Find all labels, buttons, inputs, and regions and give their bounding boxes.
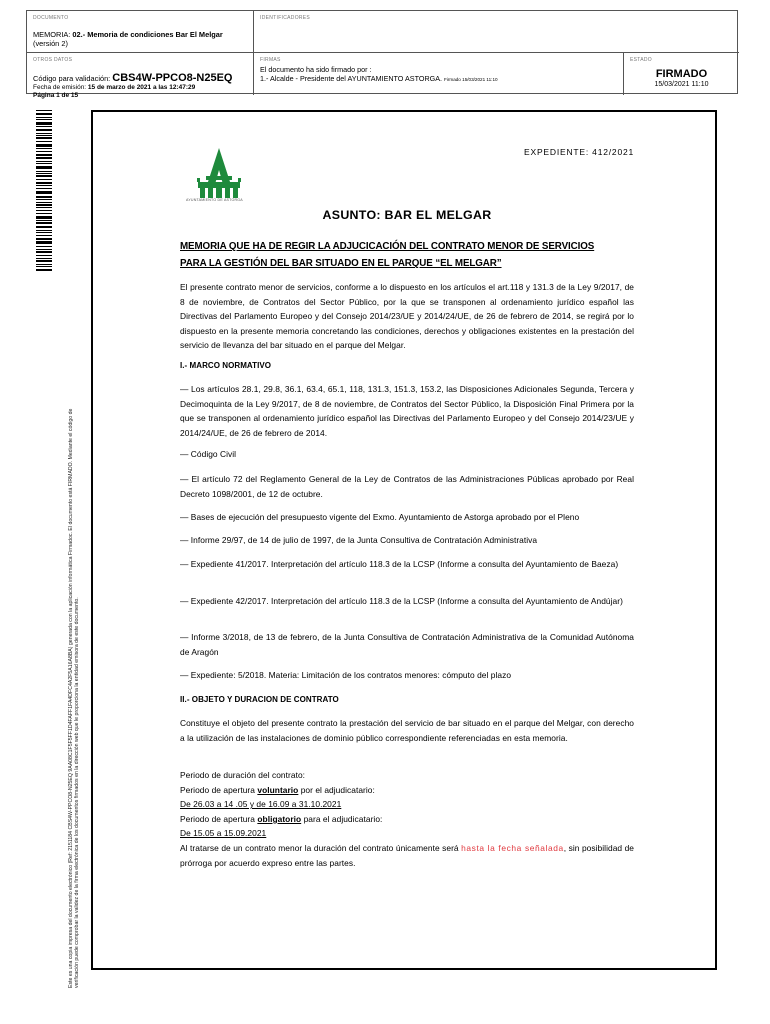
page-info: Página 1 de 15 — [33, 92, 79, 99]
subject-heading: ASUNTO: BAR EL MELGAR — [322, 208, 492, 222]
status-badge: FIRMADO — [655, 68, 708, 80]
signatures-cell — [254, 53, 624, 95]
validation-code-line: Código para validación: CBS4W-PPCO8-N25EQ — [33, 72, 233, 84]
document-title: MEMORIA: 02.- Memoria de condiciones Bar El Melgar (versión 2) — [33, 30, 223, 48]
norma-item: — Expediente 42/2017. Interpretación del artículo 118.3 de la LCSP (Informe a consulta del Ayuntamiento de Andújar) — [180, 596, 623, 606]
validation-code[interactable]: CBS4W-PPCO8-N25EQ — [112, 72, 233, 84]
identifiers-label: IDENTIFICADORES — [260, 15, 311, 21]
norma-item: — Expediente 41/2017. Interpretación del artículo 118.3 de la LCSP (Informe a consulta del Ayuntamiento de Baeza) — [180, 559, 619, 569]
status-date: 15/03/2021 11:10 — [654, 81, 709, 88]
identifiers-cell — [254, 11, 739, 53]
status-cell — [624, 53, 739, 95]
periodo-block: Periodo de duración del contrato: Periodo de apertura voluntario por el adjudicatario: De 26.03 a 14 .05 y de 16.09 a 31.10.2021 Periodo de apertura obligatorio para el adjudicatario: De 15.05 a 15.09.2021 Al tratarse de un contrato menor la duración del contrato únicamente será hasta la fecha señalada, sin posibilidad de prórroga por acuerdo expreso entre las partes. — [180, 770, 635, 868]
section-objeto-title: II.- OBJETO Y DURACION DE CONTRATO — [180, 695, 339, 704]
norma-item: — Informe 3/2018, de 13 de febrero, de la Junta Consultiva de Contratación Administrativa de la Comunidad Autónoma de Aragón — [180, 632, 634, 657]
norma-item: — El artículo 72 del Reglamento General de la Ley de Contratos de las Administraciones Públicas aprobado por Real Decreto 1098/2001, de 12 de octubre. — [180, 474, 634, 499]
status-label: ESTADO — [630, 57, 652, 63]
logo-caption: AYUNTAMIENTO DE ASTORGA — [186, 198, 243, 202]
norma-item: — Expediente: 5/2018. Materia: Limitación de los contratos menores: cómputo del plazo — [180, 670, 512, 680]
intro-paragraph: El presente contrato menor de servicios, conforme a lo dispuesto en los artículos el art.118 y 131.3 de la Ley 9/2017, de 8 de noviembre, de Contratos del Sector Público, por la que se transponen al ordenamiento jurídico español las Directivas del Parlamento Europeo y del Consejo 2014/23/UE y 2014/24/UE, de 26 de febrero de 2014, se regirá por lo dispuesto en la presente memoria concretando las condiciones, derechos y obligaciones existentes en la prestación del servicio de llevanza del bar situado en el parque del Melgar. — [180, 282, 634, 351]
emission-date-line: Fecha de emisión: 15 de marzo de 2021 a las 12:47:29 — [33, 84, 196, 91]
norma-item: — Código Civil — [180, 449, 237, 459]
objeto-paragraph: Constituye el objeto del presente contrato la prestación del servicio de bar situado en el parque del Melgar, con derecho a la utilización de las instalaciones de dominio público correspondiente referenciadas en esta memoria. — [180, 718, 634, 743]
document-cell — [27, 11, 254, 53]
norma-item: — Bases de ejecución del presupuesto vigente del Exmo. Ayuntamiento de Astorga aprobado por el Pleno — [180, 512, 580, 522]
expediente-number: EXPEDIENTE: 412/2021 — [524, 147, 635, 157]
other-data-cell — [27, 53, 254, 99]
section-marco-normativo-title: I.- MARCO NORMATIVO — [180, 361, 272, 370]
norma-item: — Los artículos 28.1, 29.8, 36.1, 63.4, 65.1, 118, 131.3, 151.3, 153.2, las Disposiciones Adicionales Segunda, Tercera y Decimoquinta de la Ley 9/2017, de 8 de noviembre, de Contratos del Sector Público, la Disposición Final Primera por la que se transponen al ordenamiento jurídico español las Directivas del Parlamento Europeo y del Consejo 2014/23/UE y 2014/24/UE, de 26 de febrero de 2014. — [180, 384, 634, 438]
verification-side-text: Este es una copia impresa del documento electrónico (Ref: 2151184 CBS4W-PPCO8-N25EQ 9AA08C1F5F5FF1D4FAFF1FA4DFC4A2F5A16A8BA) generada con la aplicación informática Firmadoc. El documento está FIRMADO. Mediante el código de verificación puede comprobar la validez de la firma electrónica de los documentos firmados en la dirección web que le proporciona la entidad emisora de este documento. — [68, 408, 81, 988]
other-data-label: OTROS DATOS — [33, 57, 73, 63]
barcode-icon — [36, 110, 52, 272]
signature-info: El documento ha sido firmado por : 1.- Alcalde - Presidente del AYUNTAMIENTO ASTORGA. Firmado 15/03/2021 11:10 — [260, 65, 498, 83]
memo-title: MEMORIA QUE HA DE REGIR LA ADJUCICACIÓN DEL CONTRATO MENOR DE SERVICIOS PARA LA GESTIÓN DEL BAR SITUADO EN EL PARQUE “EL MELGAR” — [180, 241, 595, 269]
document-header — [26, 10, 738, 99]
norma-item: — Informe 29/97, de 14 de julio de 1997, de la Junta Consultiva de Contratación Administrativa — [180, 535, 538, 545]
signatures-label: FIRMAS — [260, 57, 281, 63]
document-label: DOCUMENTO — [33, 15, 69, 21]
